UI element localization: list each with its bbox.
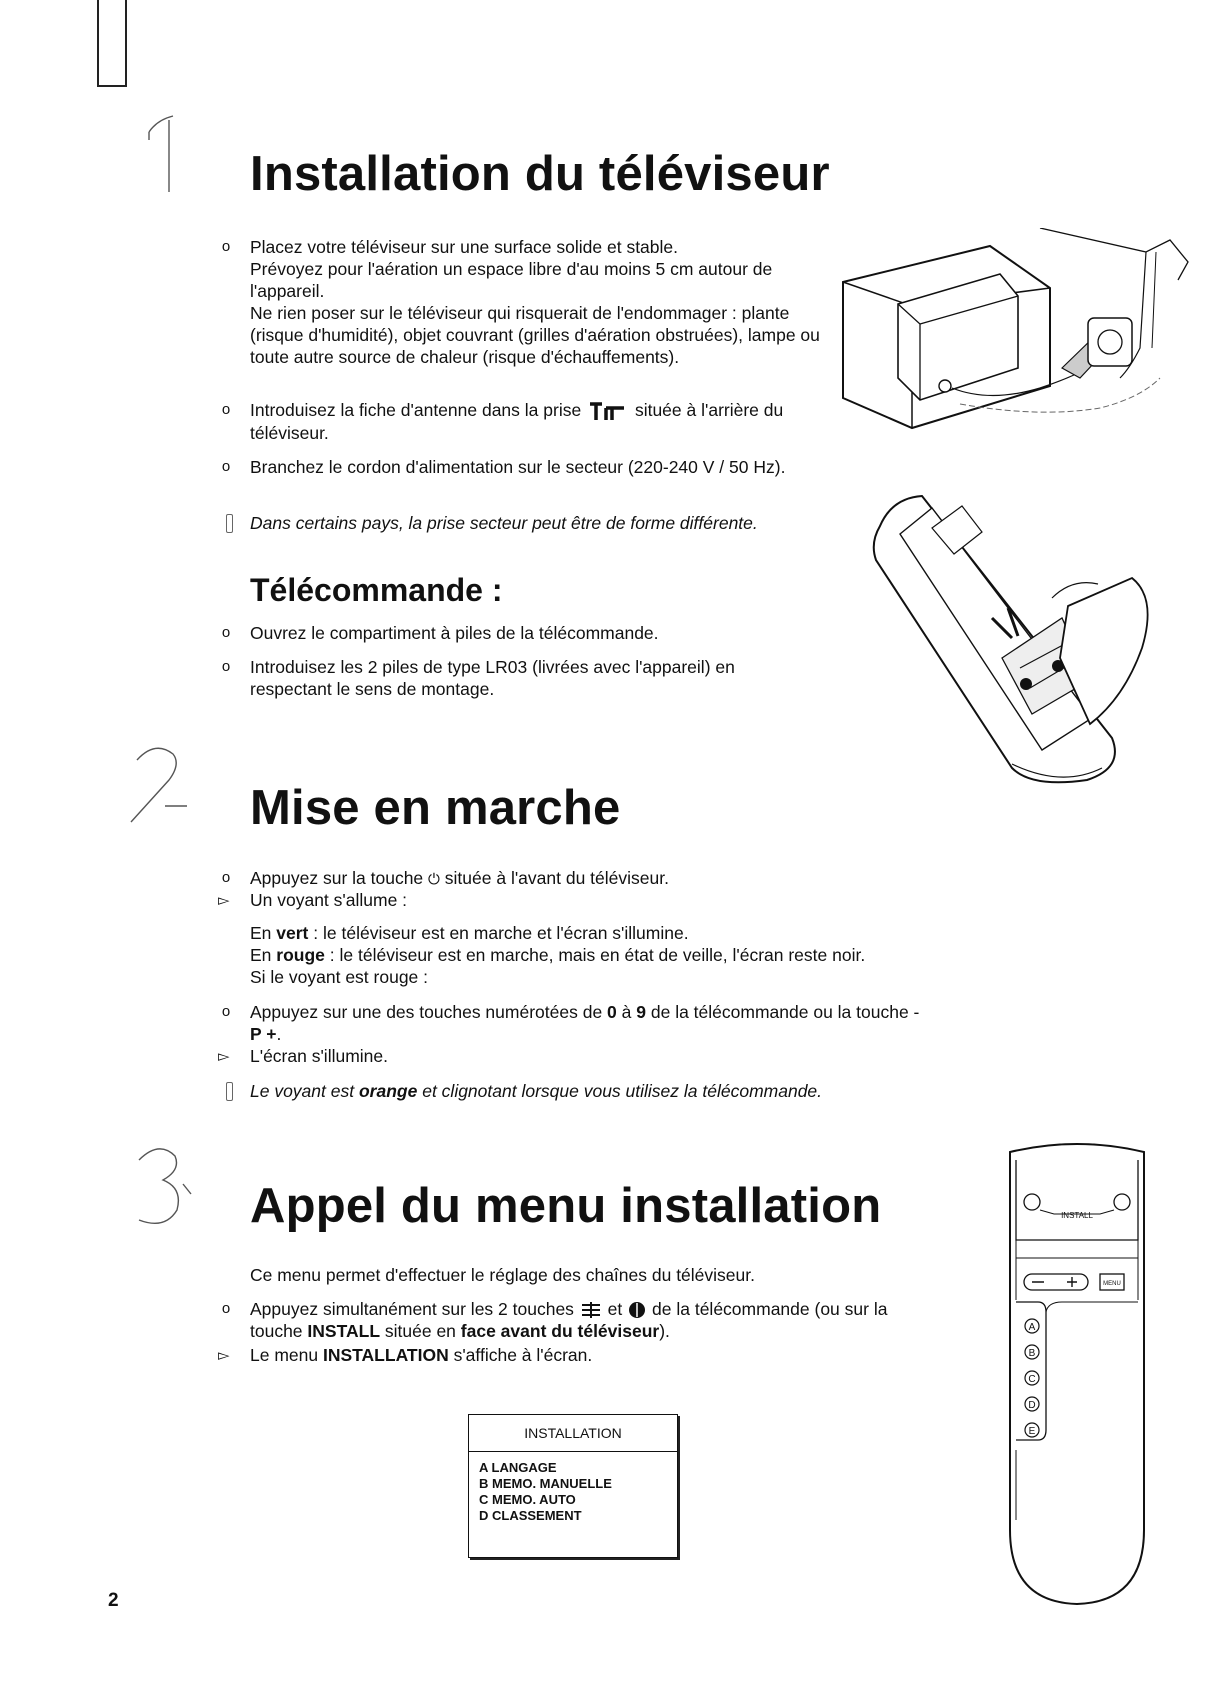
power-text-before: Appuyez sur la touche: [250, 868, 424, 888]
screen-lights-result: L'écran s'illumine.: [250, 1046, 388, 1066]
crop-mark: [96, 0, 136, 92]
green-prefix: En: [250, 923, 272, 943]
antenna-text-after: située à l'arrière du téléviseur.: [250, 400, 784, 444]
placement-line2: Prévoyez pour l'aération un espace libre d'au moins 5 cm autour de l'appareil.: [250, 259, 773, 301]
red-word: rouge: [276, 945, 325, 965]
power-button-instruction: [250, 867, 930, 890]
remote-key-b: B: [1028, 1348, 1036, 1359]
red-prefix: En: [250, 945, 272, 965]
plug-shape-note: Dans certains pays, la prise secteur peut être de forme différente.: [250, 513, 758, 533]
note-text-c: et clignotant lorsque vous utilisez la télécommande.: [422, 1081, 823, 1101]
number-key-text-g: .: [276, 1024, 282, 1044]
installation-menu-screen: [468, 1414, 678, 1558]
menu-item-auto-memo: C MEMO. AUTO: [479, 1492, 576, 1507]
key-nine: 9: [636, 1002, 646, 1022]
power-cord-instruction: Branchez le cordon d'alimentation sur le secteur (220-240 V / 50 Hz).: [250, 457, 786, 477]
power-icon: ⏻: [428, 870, 440, 888]
remote-key-a: A: [1028, 1322, 1036, 1333]
menu-item-sorting: D CLASSEMENT: [479, 1508, 582, 1523]
result-arrow-icon: ▻: [218, 1347, 230, 1364]
result-arrow-icon: ▻: [218, 1048, 230, 1065]
number-key-text-a: Appuyez sur une des touches numérotées de: [250, 1002, 603, 1022]
install-text-a: Appuyez simultanément sur les 2 touches: [250, 1299, 574, 1319]
orange-indicator-note: [250, 1080, 950, 1102]
bullet: o: [221, 624, 231, 641]
note-text-a: Le voyant est: [250, 1081, 355, 1101]
indicator-explanation: [250, 922, 950, 988]
result-arrow-icon: ▻: [218, 892, 230, 909]
placement-line1: Placez votre téléviseur sur une surface solide et stable.: [250, 237, 678, 257]
result-menu-name: INSTALLATION: [322, 1345, 449, 1365]
section-number-3-glyph: [125, 1140, 195, 1235]
section-title-power-on: Mise en marche: [250, 781, 621, 835]
remote-subtitle: Télécommande :: [250, 572, 503, 608]
install-keys-instruction: [250, 1298, 910, 1342]
insert-batteries-instruction: Introduisez les 2 piles de type LR03 (livrées avec l'appareil) en respectant le sens de montage.: [250, 657, 735, 699]
section-number-2-glyph: [125, 740, 195, 830]
menu-header: INSTALLATION: [469, 1415, 677, 1452]
green-word: vert: [276, 923, 309, 943]
number-key-text-c: à: [621, 1002, 632, 1022]
number-key-instruction: [250, 1001, 920, 1045]
placement-line3: Ne rien poser sur le téléviseur qui risquerait de l'endommager : plante (risque d'humidité), objet couvrant (grilles d'aération obstruées), lampe ou toute autre source de chaleur (risque d'échauffements).: [250, 303, 820, 367]
bullet: o: [221, 869, 231, 886]
bullet: o: [221, 238, 231, 255]
note-icon: [226, 1082, 233, 1101]
antenna-instruction: [250, 399, 820, 444]
antenna-text-before: Introduisez la fiche d'antenne dans la prise: [250, 400, 582, 420]
bullet: o: [221, 658, 231, 675]
key-zero: 0: [607, 1002, 617, 1022]
orange-word: orange: [358, 1081, 418, 1101]
section-title-installation: Installation du téléviseur: [250, 147, 830, 201]
page-number: 2: [108, 1590, 119, 1611]
bullet: o: [221, 1003, 231, 1020]
result-text-c: s'affiche à l'écran.: [453, 1345, 593, 1365]
remote-key-c: C: [1028, 1374, 1036, 1385]
if-red-line: Si le voyant est rouge :: [250, 967, 429, 987]
green-text: : le téléviseur est en marche et l'écran s'illumine.: [313, 923, 689, 943]
menu-item-manual-memo: B MEMO. MANUELLE: [479, 1476, 612, 1491]
remote-front-illustration: [1002, 1140, 1152, 1610]
power-text-after: située à l'avant du téléviseur.: [444, 868, 669, 888]
red-state-line: [250, 944, 950, 966]
sound-key-icon: [627, 1301, 647, 1319]
remote-key-d: D: [1028, 1400, 1036, 1411]
install-text-c: de la télécommande (ou sur la touche: [250, 1299, 888, 1341]
install-menu-intro: Ce menu permet d'effectuer le réglage des chaînes du téléviseur.: [250, 1265, 755, 1285]
remote-install-label: INSTALL: [1061, 1211, 1093, 1220]
tv-back-illustration: [840, 228, 1200, 438]
number-key-text-e: de la télécommande ou la touche -: [650, 1002, 920, 1022]
menu-items: [469, 1452, 677, 1524]
front-panel-label: face avant du téléviseur: [460, 1321, 660, 1341]
install-menu-result: [250, 1344, 870, 1366]
green-state-line: [250, 922, 950, 944]
install-key-label: INSTALL: [307, 1321, 381, 1341]
placement-instructions: [250, 236, 820, 368]
bullet: o: [221, 401, 231, 418]
install-text-e: située en: [384, 1321, 456, 1341]
open-compartment-instruction: Ouvrez le compartiment à piles de la télécommande.: [250, 623, 659, 643]
antenna-socket-icon: [586, 400, 630, 422]
section-number-1-glyph: [145, 110, 195, 195]
bullet: o: [221, 458, 231, 475]
install-text-b: et: [607, 1299, 623, 1319]
menu-item-language: A LANGAGE: [479, 1460, 557, 1475]
bullet: o: [221, 1300, 231, 1317]
key-p-plus: P +: [250, 1024, 277, 1044]
remote-menu-key-label: MENU: [1103, 1281, 1121, 1287]
install-text-g: ).: [659, 1321, 670, 1341]
note-icon: [226, 514, 233, 533]
remote-battery-illustration: [862, 488, 1162, 788]
indicator-lights-result: Un voyant s'allume :: [250, 890, 408, 910]
teletext-key-icon: [579, 1301, 603, 1319]
section-title-install-menu: Appel du menu installation: [250, 1179, 882, 1233]
red-text: : le téléviseur est en marche, mais en état de veille, l'écran reste noir.: [329, 945, 866, 965]
remote-key-e: E: [1028, 1426, 1036, 1437]
result-text-a: Le menu: [250, 1345, 319, 1365]
